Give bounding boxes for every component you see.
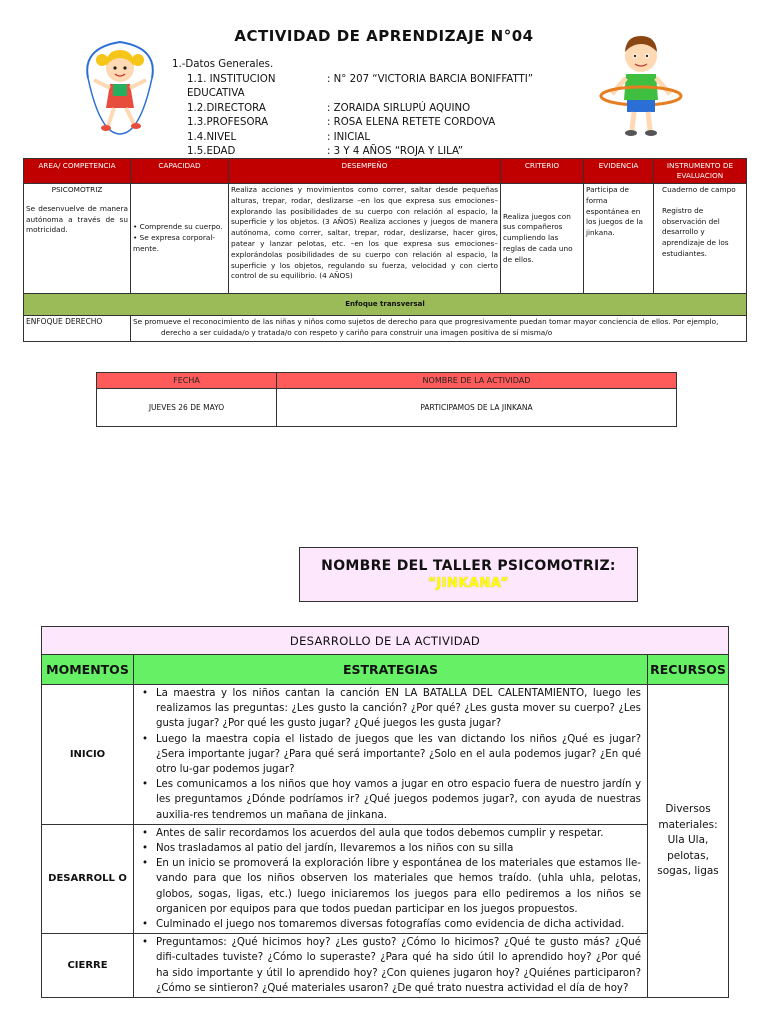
enfoque-title: Enfoque transversal (24, 294, 747, 316)
general-row: 1.3.PROFESORA : ROSA ELENA RETETE CORDOVA (187, 117, 496, 128)
header-area: AREA/ COMPETENCIA (24, 159, 131, 184)
header-instrumento: INSTRUMENTO DE EVALUACION (654, 159, 747, 184)
fecha-value: JUEVES 26 DE MAYO (97, 389, 277, 427)
strategies-inicio (134, 685, 648, 825)
header-criterio: CRITERIO (501, 159, 584, 184)
development-table (41, 626, 729, 998)
general-row: 1.2.DIRECTORA : ZORAIDA SIRLUPÚ AQUINO (187, 102, 471, 114)
strategies-desarrollo (134, 824, 648, 933)
list-item: • En un inicio se promoverá la exploración libre y espontánea de los materiales que estamos lle-vando para que los niños observen los materiales que hemos traído. (uhla uhla, pelotas, globos, sogas, ligas, etc.) luego iniciaremos los juegos para ello pediremos a los niños se organicen por equipos para que todos puedan participar en los juegos propuestos. (138, 856, 641, 917)
cell-desempeno: Realiza acciones y movimientos como correr, saltar desde pequeñas alturas, trepar, rodar, deslizarse –en los que expresa sus emociones– explorando las posibilidades de su cuerpo con relación al espacio, la superficie y los objetos. (3 AÑOS) Realiza acciones y juegos de manera autónoma, como correr, saltar, trepar, rodar, deslizarse, hacer giros, patear y lanzar pelotas, etc. –en los que expresa sus emociones– explorándolas posibilidades de su cuerpo con relación al espacio, la superficie y los objetos, regulando su fuerza, velocidad y con cierto control de su equilibrio. (4 AÑOS) (229, 184, 501, 294)
cell-area (24, 184, 131, 294)
workshop-label: NOMBRE DEL TALLER PSICOMOTRIZ: (321, 558, 616, 574)
header-recursos: RECURSOS (648, 655, 729, 685)
list-item: • Culminado el juego nos tomaremos diversas fotografías como evidencia de dicha actividad. (138, 917, 641, 932)
list-item: • La maestra y los niños cantan la canción EN LA BATALLA DEL CALENTAMIENTO, luego les realizamos las preguntas: ¿Les gusto la canción? ¿Por qué? ¿Les gusta mover su cuerpo? ¿Les gusta jugar? ¿Por qué les gusto jugar? ¿Qué juegos les gusta jugar? (138, 686, 641, 732)
cell-evidencia: Participa de forma espontánea en los juegos de la jinkana. (584, 184, 654, 294)
resources-cell: Diversos materiales: Ula Ula, pelotas, sogas, ligas (648, 685, 729, 998)
competencies-table (23, 158, 747, 342)
header-momentos: MOMENTOS (42, 655, 134, 685)
moment-desarrollo: DESARROLL O (42, 824, 134, 933)
enfoque-text: Se promueve el reconocimiento de las niñas y niños como sujetos de derecho para que progresivamente puedan tomar mayor conciencia de ellos. Por ejemplo, derecho a ser cuidada/o y tratada/o con respeto y cariño para construir una imagen positiva de sí misma/o (131, 316, 747, 342)
cell-instrumento: Cuaderno de campo Registro de observación del desarrollo y aprendizaje de los estudiantes. (654, 184, 747, 294)
list-item: • Luego la maestra copia el listado de juegos que les van dictando los niños ¿Qué es jugar? ¿Sera importante jugar? ¿Para qué será importante? ¿Solo en el aula podemos jugar? ¿En qué otro lu-gar podemos jugar? (138, 732, 641, 778)
cell-criterio: Realiza juegos con sus compañeros cumpliendo las reglas de cada uno de ellos. (501, 184, 584, 294)
list-item: • Preguntamos: ¿Qué hicimos hoy? ¿Les gusto? ¿Cómo lo hicimos? ¿Qué te gusto más? ¿Qué difi-cultades tuviste? ¿Cómo lo superaste? ¿Para qué ha sido útil lo aprendido hoy? ¿Por qué ha sido importante y útil lo aprendido hoy? ¿Con quienes jugaron hoy? ¿Quiénes participaron? ¿Cómo se sintieron? ¿Qué materiales usaron? ¿De qué trato nuestra actividad el día de hoy? (138, 935, 641, 996)
girl-jumping-rope-illustration (80, 38, 160, 138)
moment-cierre: CIERRE (42, 934, 134, 998)
fecha-header: FECHA (97, 373, 277, 389)
nombre-value: PARTICIPAMOS DE LA JINKANA (277, 389, 677, 427)
general-data (172, 58, 533, 160)
area-title: PSICOMOTRIZ (51, 185, 103, 194)
list-item: • Les comunicamos a los niños que hoy vamos a jugar en otro espacio fuera de nuestro jardín y les preguntamos ¿Dónde podríamos ir? ¿Qué juegos podemos jugar?, con ayuda de nuestras auxilia-res tendremos un mañana de jinkana. (138, 777, 641, 823)
list-item: • Antes de salir recordamos los acuerdos del aula que todos debemos cumplir y respetar. (138, 826, 641, 841)
general-row: 1.5.EDAD : 3 Y 4 AÑOS “ROJA Y LILA” (187, 146, 464, 157)
activity-table (96, 372, 677, 427)
header-desempeno: DESEMPEÑO (229, 159, 501, 184)
boy-hula-hoop-illustration (596, 30, 686, 142)
document-title: ACTIVIDAD DE APRENDIZAJE N°04 (234, 27, 534, 45)
general-heading: 1.-Datos Generales. (172, 59, 274, 70)
cell-capacidad: • Comprende su cuerpo. • Se expresa corporal-mente. (131, 184, 229, 294)
general-row: 1.4.NIVEL : INICIAL (187, 131, 371, 143)
strategies-cierre (134, 934, 648, 998)
general-row: 1.1. INSTITUCION EDUCATIVA : N° 207 “VICTORIA BARCIA BONIFFATTI” (187, 73, 534, 99)
list-item: • Nos trasladamos al patio del jardín, llevaremos a los niños con su silla (138, 841, 641, 856)
header-capacidad: CAPACIDAD (131, 159, 229, 184)
nombre-header: NOMBRE DE LA ACTIVIDAD (277, 373, 677, 389)
workshop-name-box (299, 547, 638, 602)
header-estrategias: ESTRATEGIAS (134, 655, 648, 685)
area-text: Se desenvuelve de manera autónoma a través de su motricidad. (26, 203, 128, 235)
workshop-name: “JINKANA” (427, 576, 510, 591)
moment-inicio: INICIO (42, 685, 134, 825)
development-caption: DESARROLLO DE LA ACTIVIDAD (42, 627, 729, 655)
enfoque-label: ENFOQUE DERECHO (24, 316, 131, 342)
header-evidencia: EVIDENCIA (584, 159, 654, 184)
